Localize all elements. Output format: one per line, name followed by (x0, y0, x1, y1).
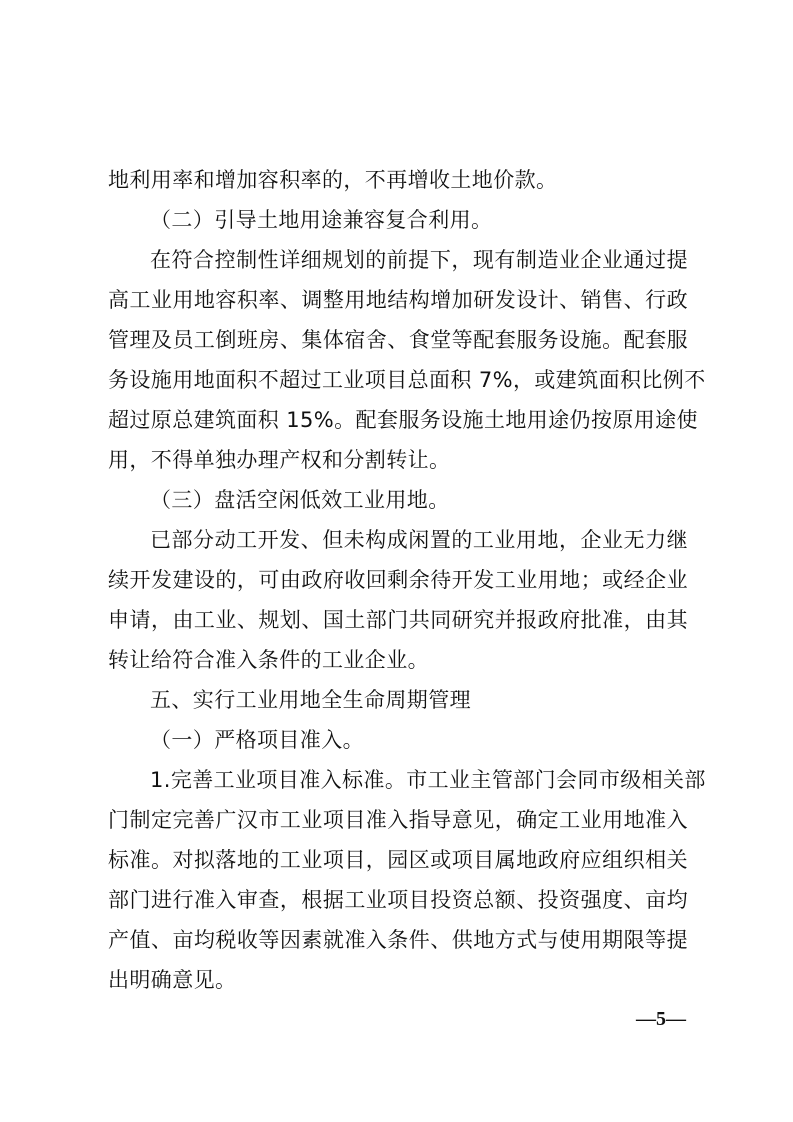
text-line-6: 务设施用地面积不超过工业项目总面积 7%，或建筑面积比例不 (108, 368, 706, 392)
text-line-7: 超过原总建筑面积 15%。配套服务设施土地用途仍按原用途使 (108, 408, 698, 432)
page-number: —5— (636, 1008, 686, 1030)
text-line-11: 续开发建设的，可由政府收回剩余待开发工业用地；或经企业 (108, 568, 688, 592)
text-line-17: 门制定完善广汉市工业项目准入指导意见，确定工业用地准入 (108, 808, 688, 832)
text-line-19: 部门进行准入审查，根据工业项目投资总额、投资强度、亩均 (108, 888, 688, 912)
text-line-20: 产值、亩均税收等因素就准入条件、供地方式与使用期限等提 (108, 928, 688, 952)
chapter-heading-5: 五、实行工业用地全生命周期管理 (150, 688, 471, 712)
text-line-5: 管理及员工倒班房、集体宿舍、食堂等配套服务设施。配套服 (108, 328, 688, 352)
section-heading-3: （三）盘活空闲低效工业用地。 (150, 488, 450, 512)
section-heading-2: （二）引导土地用途兼容复合利用。 (150, 208, 493, 232)
text-line-12: 申请，由工业、规划、国土部门共同研究并报政府批准，由其 (108, 608, 688, 632)
text-line-3: 在符合控制性详细规划的前提下，现有制造业企业通过提 (150, 248, 688, 272)
section-heading-1: （一）严格项目准入。 (150, 728, 364, 752)
text-line-10: 已部分动工开发、但未构成闲置的工业用地，企业无力继 (150, 528, 688, 552)
text-line-4: 高工业用地容积率、调整用地结构增加研发设计、销售、行政 (108, 288, 688, 312)
text-line-1: 地利用率和增加容积率的，不再增收土地价款。 (108, 168, 558, 192)
text-line-8: 用，不得单独办理产权和分割转让。 (108, 448, 451, 472)
text-line-16: 1.完善工业项目准入标准。市工业主管部门会同市级相关部 (150, 768, 706, 792)
text-line-13: 转让给符合准入条件的工业企业。 (108, 648, 429, 672)
text-line-21: 出明确意见。 (108, 968, 237, 992)
text-line-18: 标准。对拟落地的工业项目，园区或项目属地政府应组织相关 (108, 848, 688, 872)
